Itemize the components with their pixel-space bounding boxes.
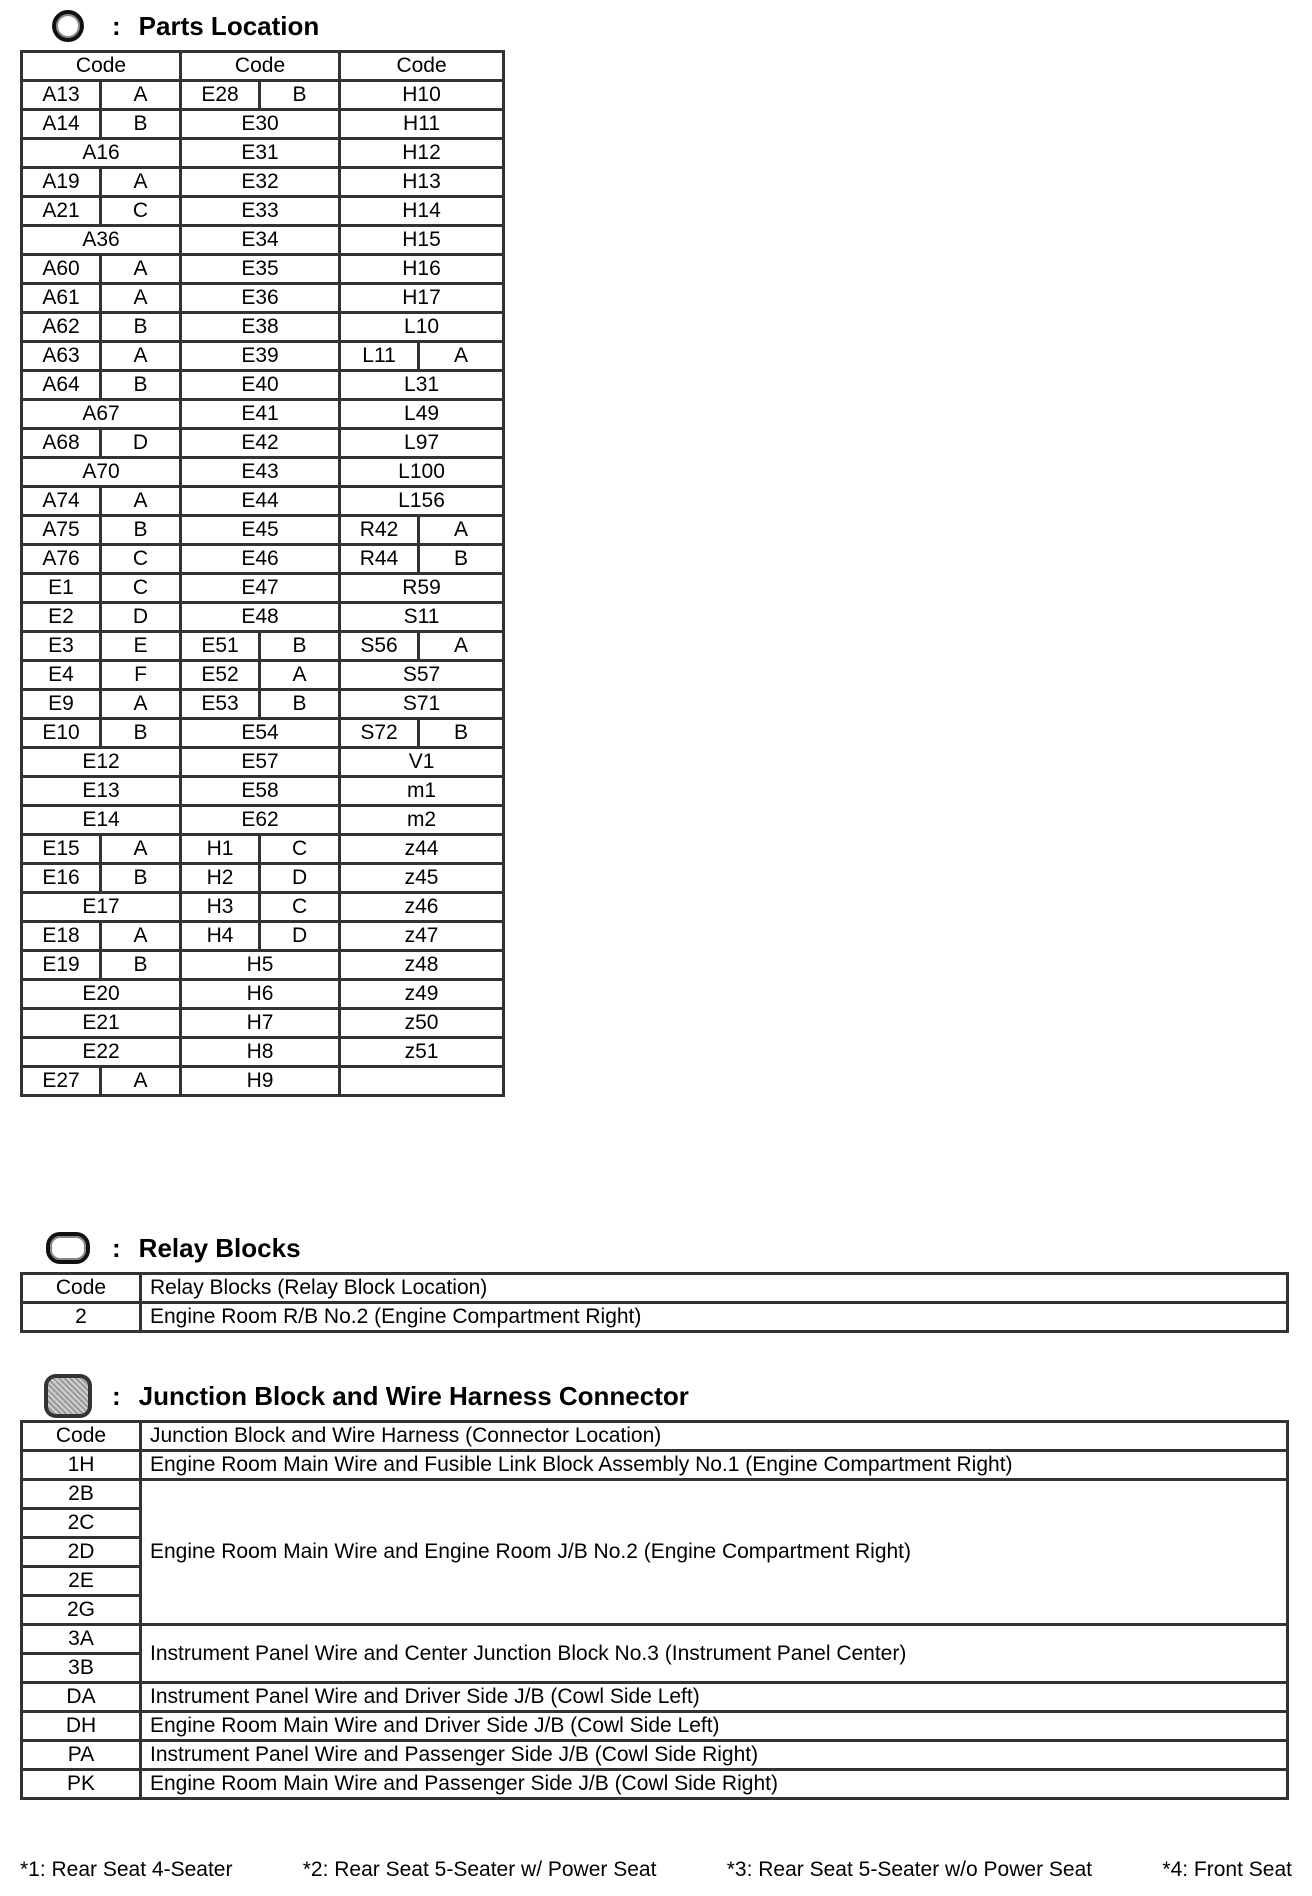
header-row (22, 1274, 1288, 1303)
table-row (22, 226, 504, 255)
code-cell: E46 (181, 545, 340, 574)
table-row (22, 748, 504, 777)
code-cell: E32 (181, 168, 340, 197)
table-row (22, 284, 504, 313)
column-header: Code (340, 52, 504, 81)
description-cell: Instrument Panel Wire and Passenger Side J/B (Cowl Side Right) (141, 1741, 1288, 1770)
code-cell: E31 (181, 139, 340, 168)
code-cell: E33 (181, 197, 340, 226)
code-suffix-cell: B (419, 719, 504, 748)
code-suffix-cell: A (101, 922, 181, 951)
code-cell: E19 (22, 951, 101, 980)
table-row (22, 922, 504, 951)
table-row (22, 516, 504, 545)
code-cell: E39 (181, 342, 340, 371)
code-cell: A14 (22, 110, 101, 139)
code-cell: E51 (181, 632, 260, 661)
code-cell: E53 (181, 690, 260, 719)
parts-header-row (22, 52, 504, 81)
code-cell: L10 (340, 313, 504, 342)
table-row (22, 603, 504, 632)
description-column-header: Junction Block and Wire Harness (Connector Location) (141, 1422, 1288, 1451)
code-cell: S71 (340, 690, 504, 719)
code-cell: H7 (181, 1009, 340, 1038)
table-row (22, 400, 504, 429)
code-cell: A68 (22, 429, 101, 458)
code-cell: E18 (22, 922, 101, 951)
relay-blocks-title: Relay Blocks (138, 1232, 301, 1263)
code-cell: A13 (22, 81, 101, 110)
table-row (22, 1625, 1288, 1654)
shaded-rounded-rect-symbol-icon (44, 1374, 92, 1418)
code-suffix-cell: D (260, 864, 340, 893)
code-cell: z48 (340, 951, 504, 980)
description-column-header: Relay Blocks (Relay Block Location) (141, 1274, 1288, 1303)
code-suffix-cell: A (419, 342, 504, 371)
code-cell: H17 (340, 284, 504, 313)
column-header: Code (22, 52, 181, 81)
code-cell: H13 (340, 168, 504, 197)
code-cell: E62 (181, 806, 340, 835)
code-cell: E48 (181, 603, 340, 632)
header-row (22, 1422, 1288, 1451)
table-row (22, 1303, 1288, 1332)
description-cell: Instrument Panel Wire and Center Junction Block No.3 (Instrument Panel Center) (141, 1625, 1288, 1683)
description-cell: Engine Room Main Wire and Engine Room J/B No.2 (Engine Compartment Right) (141, 1480, 1288, 1625)
table-row (22, 1067, 504, 1096)
code-cell: L31 (340, 371, 504, 400)
code-cell: E34 (181, 226, 340, 255)
code-cell: 3B (22, 1654, 141, 1683)
code-cell: H1 (181, 835, 260, 864)
parts-location-header (44, 6, 319, 46)
code-suffix-cell: F (101, 661, 181, 690)
table-row (22, 980, 504, 1009)
code-cell: m2 (340, 806, 504, 835)
table-row (22, 81, 504, 110)
table-row (22, 197, 504, 226)
code-cell: E27 (22, 1067, 101, 1096)
table-row (22, 1683, 1288, 1712)
code-cell: S56 (340, 632, 419, 661)
code-cell: E38 (181, 313, 340, 342)
code-cell: E9 (22, 690, 101, 719)
table-row (22, 139, 504, 168)
table-row (22, 487, 504, 516)
relay-blocks-table (20, 1272, 1289, 1333)
code-cell: H11 (340, 110, 504, 139)
code-cell: E44 (181, 487, 340, 516)
parts-location-table (20, 50, 505, 1097)
code-cell: 2 (22, 1303, 141, 1332)
table-row (22, 893, 504, 922)
code-cell: PK (22, 1770, 141, 1799)
code-column-header: Code (22, 1422, 141, 1451)
column-header: Code (181, 52, 340, 81)
footnotes (20, 1858, 1292, 1882)
code-cell: S11 (340, 603, 504, 632)
code-cell: H9 (181, 1067, 340, 1096)
code-cell: 3A (22, 1625, 141, 1654)
code-cell: E45 (181, 516, 340, 545)
code-cell: A67 (22, 400, 181, 429)
table-row (22, 1480, 1288, 1509)
relay-colon: : (112, 1232, 121, 1263)
code-suffix-cell: C (260, 835, 340, 864)
table-row (22, 1038, 504, 1067)
table-row (22, 1741, 1288, 1770)
code-suffix-cell: A (101, 1067, 181, 1096)
description-cell: Instrument Panel Wire and Driver Side J/B (Cowl Side Left) (141, 1683, 1288, 1712)
code-suffix-cell: B (101, 864, 181, 893)
code-suffix-cell: A (260, 661, 340, 690)
junction-block-table (20, 1420, 1289, 1800)
rounded-rect-symbol-icon (44, 1232, 92, 1264)
table-row (22, 632, 504, 661)
code-suffix-cell: B (101, 516, 181, 545)
code-cell: E30 (181, 110, 340, 139)
code-cell: L49 (340, 400, 504, 429)
code-cell: z45 (340, 864, 504, 893)
code-cell: H2 (181, 864, 260, 893)
footnote-2: *2: Rear Seat 5-Seater w/ Power Seat (302, 1858, 657, 1881)
code-cell: E17 (22, 893, 181, 922)
parts-location-title: Parts Location (138, 10, 320, 41)
code-suffix-cell: A (101, 255, 181, 284)
code-cell: E57 (181, 748, 340, 777)
code-suffix-cell: A (101, 168, 181, 197)
description-cell: Engine Room Main Wire and Fusible Link Block Assembly No.1 (Engine Compartment Right) (141, 1451, 1288, 1480)
code-cell: E58 (181, 777, 340, 806)
code-cell: E21 (22, 1009, 181, 1038)
code-cell: E1 (22, 574, 101, 603)
code-suffix-cell: A (419, 632, 504, 661)
code-cell: E2 (22, 603, 101, 632)
code-cell: R59 (340, 574, 504, 603)
code-cell: A70 (22, 458, 181, 487)
code-suffix-cell: C (260, 893, 340, 922)
footnote-3: *3: Rear Seat 5-Seater w/o Power Seat (726, 1858, 1093, 1881)
code-suffix-cell: C (101, 545, 181, 574)
code-cell: H12 (340, 139, 504, 168)
junction-block-title: Junction Block and Wire Harness Connector (138, 1380, 689, 1411)
code-cell: E43 (181, 458, 340, 487)
code-cell: H15 (340, 226, 504, 255)
code-suffix-cell: B (101, 313, 181, 342)
code-cell: H14 (340, 197, 504, 226)
code-cell: z49 (340, 980, 504, 1009)
table-row (22, 951, 504, 980)
table-row (22, 1770, 1288, 1799)
code-cell: E28 (181, 81, 260, 110)
description-cell: Engine Room Main Wire and Driver Side J/B (Cowl Side Left) (141, 1712, 1288, 1741)
code-cell: A16 (22, 139, 181, 168)
code-cell: E4 (22, 661, 101, 690)
code-cell: L100 (340, 458, 504, 487)
code-suffix-cell: A (101, 487, 181, 516)
code-suffix-cell: B (101, 719, 181, 748)
code-cell: z51 (340, 1038, 504, 1067)
code-cell: E47 (181, 574, 340, 603)
code-cell: H10 (340, 81, 504, 110)
table-row (22, 545, 504, 574)
code-suffix-cell: B (260, 632, 340, 661)
code-suffix-cell: B (260, 81, 340, 110)
code-cell: A60 (22, 255, 101, 284)
description-cell: Engine Room Main Wire and Passenger Side J/B (Cowl Side Right) (141, 1770, 1288, 1799)
code-column-header: Code (22, 1274, 141, 1303)
code-cell: S72 (340, 719, 419, 748)
code-cell: 2B (22, 1480, 141, 1509)
code-cell: E12 (22, 748, 181, 777)
code-suffix-cell: B (260, 690, 340, 719)
code-suffix-cell: A (101, 342, 181, 371)
description-cell: Engine Room R/B No.2 (Engine Compartment Right) (141, 1303, 1288, 1332)
circle-symbol-icon (44, 10, 92, 42)
table-row (22, 371, 504, 400)
code-cell: z44 (340, 835, 504, 864)
code-cell: E13 (22, 777, 181, 806)
code-cell: A63 (22, 342, 101, 371)
table-row (22, 168, 504, 197)
code-cell: z50 (340, 1009, 504, 1038)
code-cell: A64 (22, 371, 101, 400)
code-cell: A36 (22, 226, 181, 255)
code-cell: H5 (181, 951, 340, 980)
code-cell: E10 (22, 719, 101, 748)
table-row (22, 110, 504, 139)
code-cell: A21 (22, 197, 101, 226)
code-cell: H4 (181, 922, 260, 951)
code-cell: L97 (340, 429, 504, 458)
code-cell: E41 (181, 400, 340, 429)
code-cell: H3 (181, 893, 260, 922)
table-row (22, 1712, 1288, 1741)
footnote-4: *4: Front Seat (1162, 1858, 1292, 1881)
code-suffix-cell: A (101, 835, 181, 864)
junction-colon: : (112, 1380, 121, 1411)
code-cell: E52 (181, 661, 260, 690)
code-suffix-cell: D (260, 922, 340, 951)
code-suffix-cell: B (101, 951, 181, 980)
code-cell: E54 (181, 719, 340, 748)
code-cell: 1H (22, 1451, 141, 1480)
code-cell: 2G (22, 1596, 141, 1625)
code-cell: A76 (22, 545, 101, 574)
code-cell: L156 (340, 487, 504, 516)
code-suffix-cell: D (101, 603, 181, 632)
code-cell: H16 (340, 255, 504, 284)
code-cell: E16 (22, 864, 101, 893)
code-cell: E14 (22, 806, 181, 835)
code-cell: A19 (22, 168, 101, 197)
code-cell: m1 (340, 777, 504, 806)
table-row (22, 864, 504, 893)
footnote-1: *1: Rear Seat 4-Seater (20, 1858, 233, 1881)
code-cell: DH (22, 1712, 141, 1741)
code-cell: 2C (22, 1509, 141, 1538)
table-row (22, 313, 504, 342)
code-cell: z47 (340, 922, 504, 951)
table-row (22, 342, 504, 371)
code-cell: R44 (340, 545, 419, 574)
code-cell: L11 (340, 342, 419, 371)
code-cell: H8 (181, 1038, 340, 1067)
table-row (22, 458, 504, 487)
code-cell: A74 (22, 487, 101, 516)
table-row (22, 429, 504, 458)
table-row (22, 806, 504, 835)
code-suffix-cell: B (419, 545, 504, 574)
code-suffix-cell: E (101, 632, 181, 661)
code-cell: 2E (22, 1567, 141, 1596)
code-cell: z46 (340, 893, 504, 922)
code-cell: E22 (22, 1038, 181, 1067)
junction-block-header (44, 1376, 689, 1416)
code-suffix-cell: A (101, 81, 181, 110)
relay-blocks-header (44, 1228, 301, 1268)
code-suffix-cell: A (101, 284, 181, 313)
code-suffix-cell: B (101, 371, 181, 400)
code-cell: A61 (22, 284, 101, 313)
table-row (22, 574, 504, 603)
code-suffix-cell: B (101, 110, 181, 139)
table-row (22, 719, 504, 748)
parts-colon: : (112, 10, 121, 41)
code-cell: E15 (22, 835, 101, 864)
code-cell: DA (22, 1683, 141, 1712)
table-row (22, 690, 504, 719)
code-suffix-cell: A (419, 516, 504, 545)
code-cell: V1 (340, 748, 504, 777)
code-suffix-cell: D (101, 429, 181, 458)
code-cell: H6 (181, 980, 340, 1009)
code-suffix-cell: A (101, 690, 181, 719)
code-cell: E42 (181, 429, 340, 458)
table-row (22, 1451, 1288, 1480)
table-row (22, 777, 504, 806)
code-cell: R42 (340, 516, 419, 545)
code-cell: E35 (181, 255, 340, 284)
table-row (22, 835, 504, 864)
code-cell: A75 (22, 516, 101, 545)
code-cell: S57 (340, 661, 504, 690)
table-row (22, 661, 504, 690)
table-row (22, 1009, 504, 1038)
code-suffix-cell: C (101, 197, 181, 226)
code-cell: 2D (22, 1538, 141, 1567)
code-cell: E40 (181, 371, 340, 400)
code-cell: A62 (22, 313, 101, 342)
code-cell: PA (22, 1741, 141, 1770)
code-cell: E20 (22, 980, 181, 1009)
code-cell (340, 1067, 504, 1096)
table-row (22, 255, 504, 284)
code-cell: E3 (22, 632, 101, 661)
code-cell: E36 (181, 284, 340, 313)
code-suffix-cell: C (101, 574, 181, 603)
